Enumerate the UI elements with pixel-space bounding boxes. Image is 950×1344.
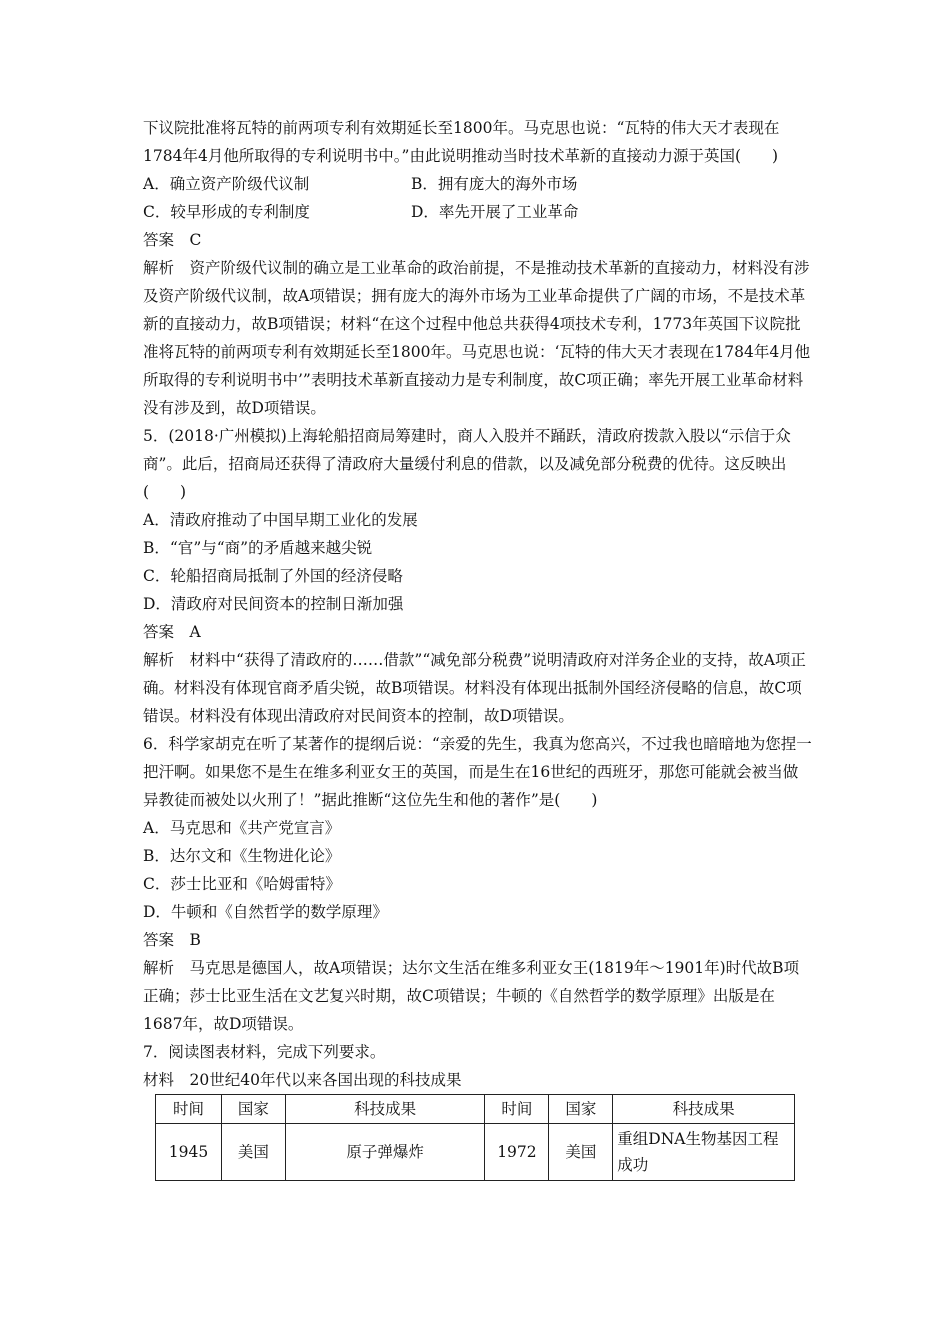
q5-answer: 答案 A (143, 623, 201, 641)
q4-options-row-2 (143, 198, 813, 226)
q4-option-c: C．较早形成的专利制度 (143, 203, 310, 221)
q4-option-a: A．确立资产阶级代议制 (143, 175, 310, 193)
q6-answer: 答案 B (143, 931, 201, 949)
q6-option-b: B．达尔文和《生物进化论》 (143, 847, 341, 865)
table-header-cell: 时间 (485, 1095, 549, 1124)
table-header-cell: 科技成果 (613, 1095, 795, 1124)
q4-analysis: 解析 资产阶级代议制的确立是工业革命的政治前提，不是推动技术革新的直接动力，材料没有涉及资产阶级代议制，故A项错误；拥有庞大的海外市场为工业革命提供了广阔的市场，不是技术革新的直接动力，故B项错误；材料“在这个过程中他总共获得4项技术专利，1773年英国下议院批准将瓦特的前两项专利有效期延长至1800年。马克思也说：‘瓦特的伟大天才表现在1784年4月他所取得的专利说明书中’”表明技术革新直接动力是专利制度，故C项正确；率先开展工业革命材料没有涉及到，故D项错误。 (143, 259, 811, 417)
table-header-cell: 时间 (156, 1095, 222, 1124)
q6-stem: 6．科学家胡克在听了某著作的提纲后说：“亲爱的先生，我真为您高兴，不过我也暗暗地为您捏一把汗啊。如果您不是生在维多利亚女王的英国，而是生在16世纪的西班牙，那您可能就会被当做异教徒而被处以火刑了！”据此推断“这位先生和他的著作”是( ) (143, 735, 812, 809)
table-header-cell: 国家 (221, 1095, 285, 1124)
document-page (143, 114, 813, 1181)
q5-option-c: C．轮船招商局抵制了外国的经济侵略 (143, 567, 403, 585)
q4-stem-continued: 下议院批准将瓦特的前两项专利有效期延长至1800年。马克思也说：“瓦特的伟大天才表现在1784年4月他所取得的专利说明书中。”由此说明推动当时技术革新的直接动力源于英国( ) (143, 119, 780, 165)
q6-option-c: C．莎士比亚和《哈姆雷特》 (143, 875, 341, 893)
q7-stem: 7．阅读图表材料，完成下列要求。 (143, 1043, 386, 1061)
table-cell: 原子弹爆炸 (285, 1124, 485, 1181)
q7-material-caption: 材料 20世纪40年代以来各国出现的科技成果 (143, 1071, 462, 1089)
table-cell: 重组DNA生物基因工程成功 (613, 1124, 795, 1181)
q6-option-d: D．牛顿和《自然哲学的数学原理》 (143, 903, 388, 921)
q5-option-d: D．清政府对民间资本的控制日渐加强 (143, 595, 404, 613)
table-header-cell: 国家 (549, 1095, 613, 1124)
q6-analysis: 解析 马克思是德国人，故A项错误；达尔文生活在维多利亚女王(1819年～1901年)时代故B项正确；莎士比亚生活在文艺复兴时期，故C项错误；牛顿的《自然哲学的数学原理》出版是在1687年，故D项错误。 (143, 959, 800, 1033)
q6-option-a: A．马克思和《共产党宣言》 (143, 819, 341, 837)
tech-achievements-table (155, 1094, 795, 1181)
q4-options-row-1 (143, 170, 813, 198)
q4-answer: 答案 C (143, 231, 202, 249)
table-cell: 美国 (549, 1124, 613, 1181)
table-row (156, 1124, 795, 1181)
table-header-row (156, 1095, 795, 1124)
table-header-cell: 科技成果 (285, 1095, 485, 1124)
q4-option-d: D．率先开展了工业革命 (411, 203, 579, 221)
q5-option-a: A．清政府推动了中国早期工业化的发展 (143, 511, 418, 529)
table-cell: 美国 (221, 1124, 285, 1181)
q4-option-b: B．拥有庞大的海外市场 (411, 175, 578, 193)
table-cell: 1945 (156, 1124, 222, 1181)
q5-stem: 5．(2018·广州模拟)上海轮船招商局筹建时，商人入股并不踊跃，清政府拨款入股以“示信于众商”。此后，招商局还获得了清政府大量缓付利息的借款，以及减免部分税费的优待。这反映出( ) (143, 427, 791, 501)
table-cell: 1972 (485, 1124, 549, 1181)
q5-option-b: B．“官”与“商”的矛盾越来越尖锐 (143, 539, 373, 557)
q5-analysis: 解析 材料中“获得了清政府的……借款”“减免部分税费”说明清政府对洋务企业的支持，故A项正确。材料没有体现官商矛盾尖锐，故B项错误。材料没有体现出抵制外国经济侵略的信息，故C项错误。材料没有体现出清政府对民间资本的控制，故D项错误。 (143, 651, 806, 725)
